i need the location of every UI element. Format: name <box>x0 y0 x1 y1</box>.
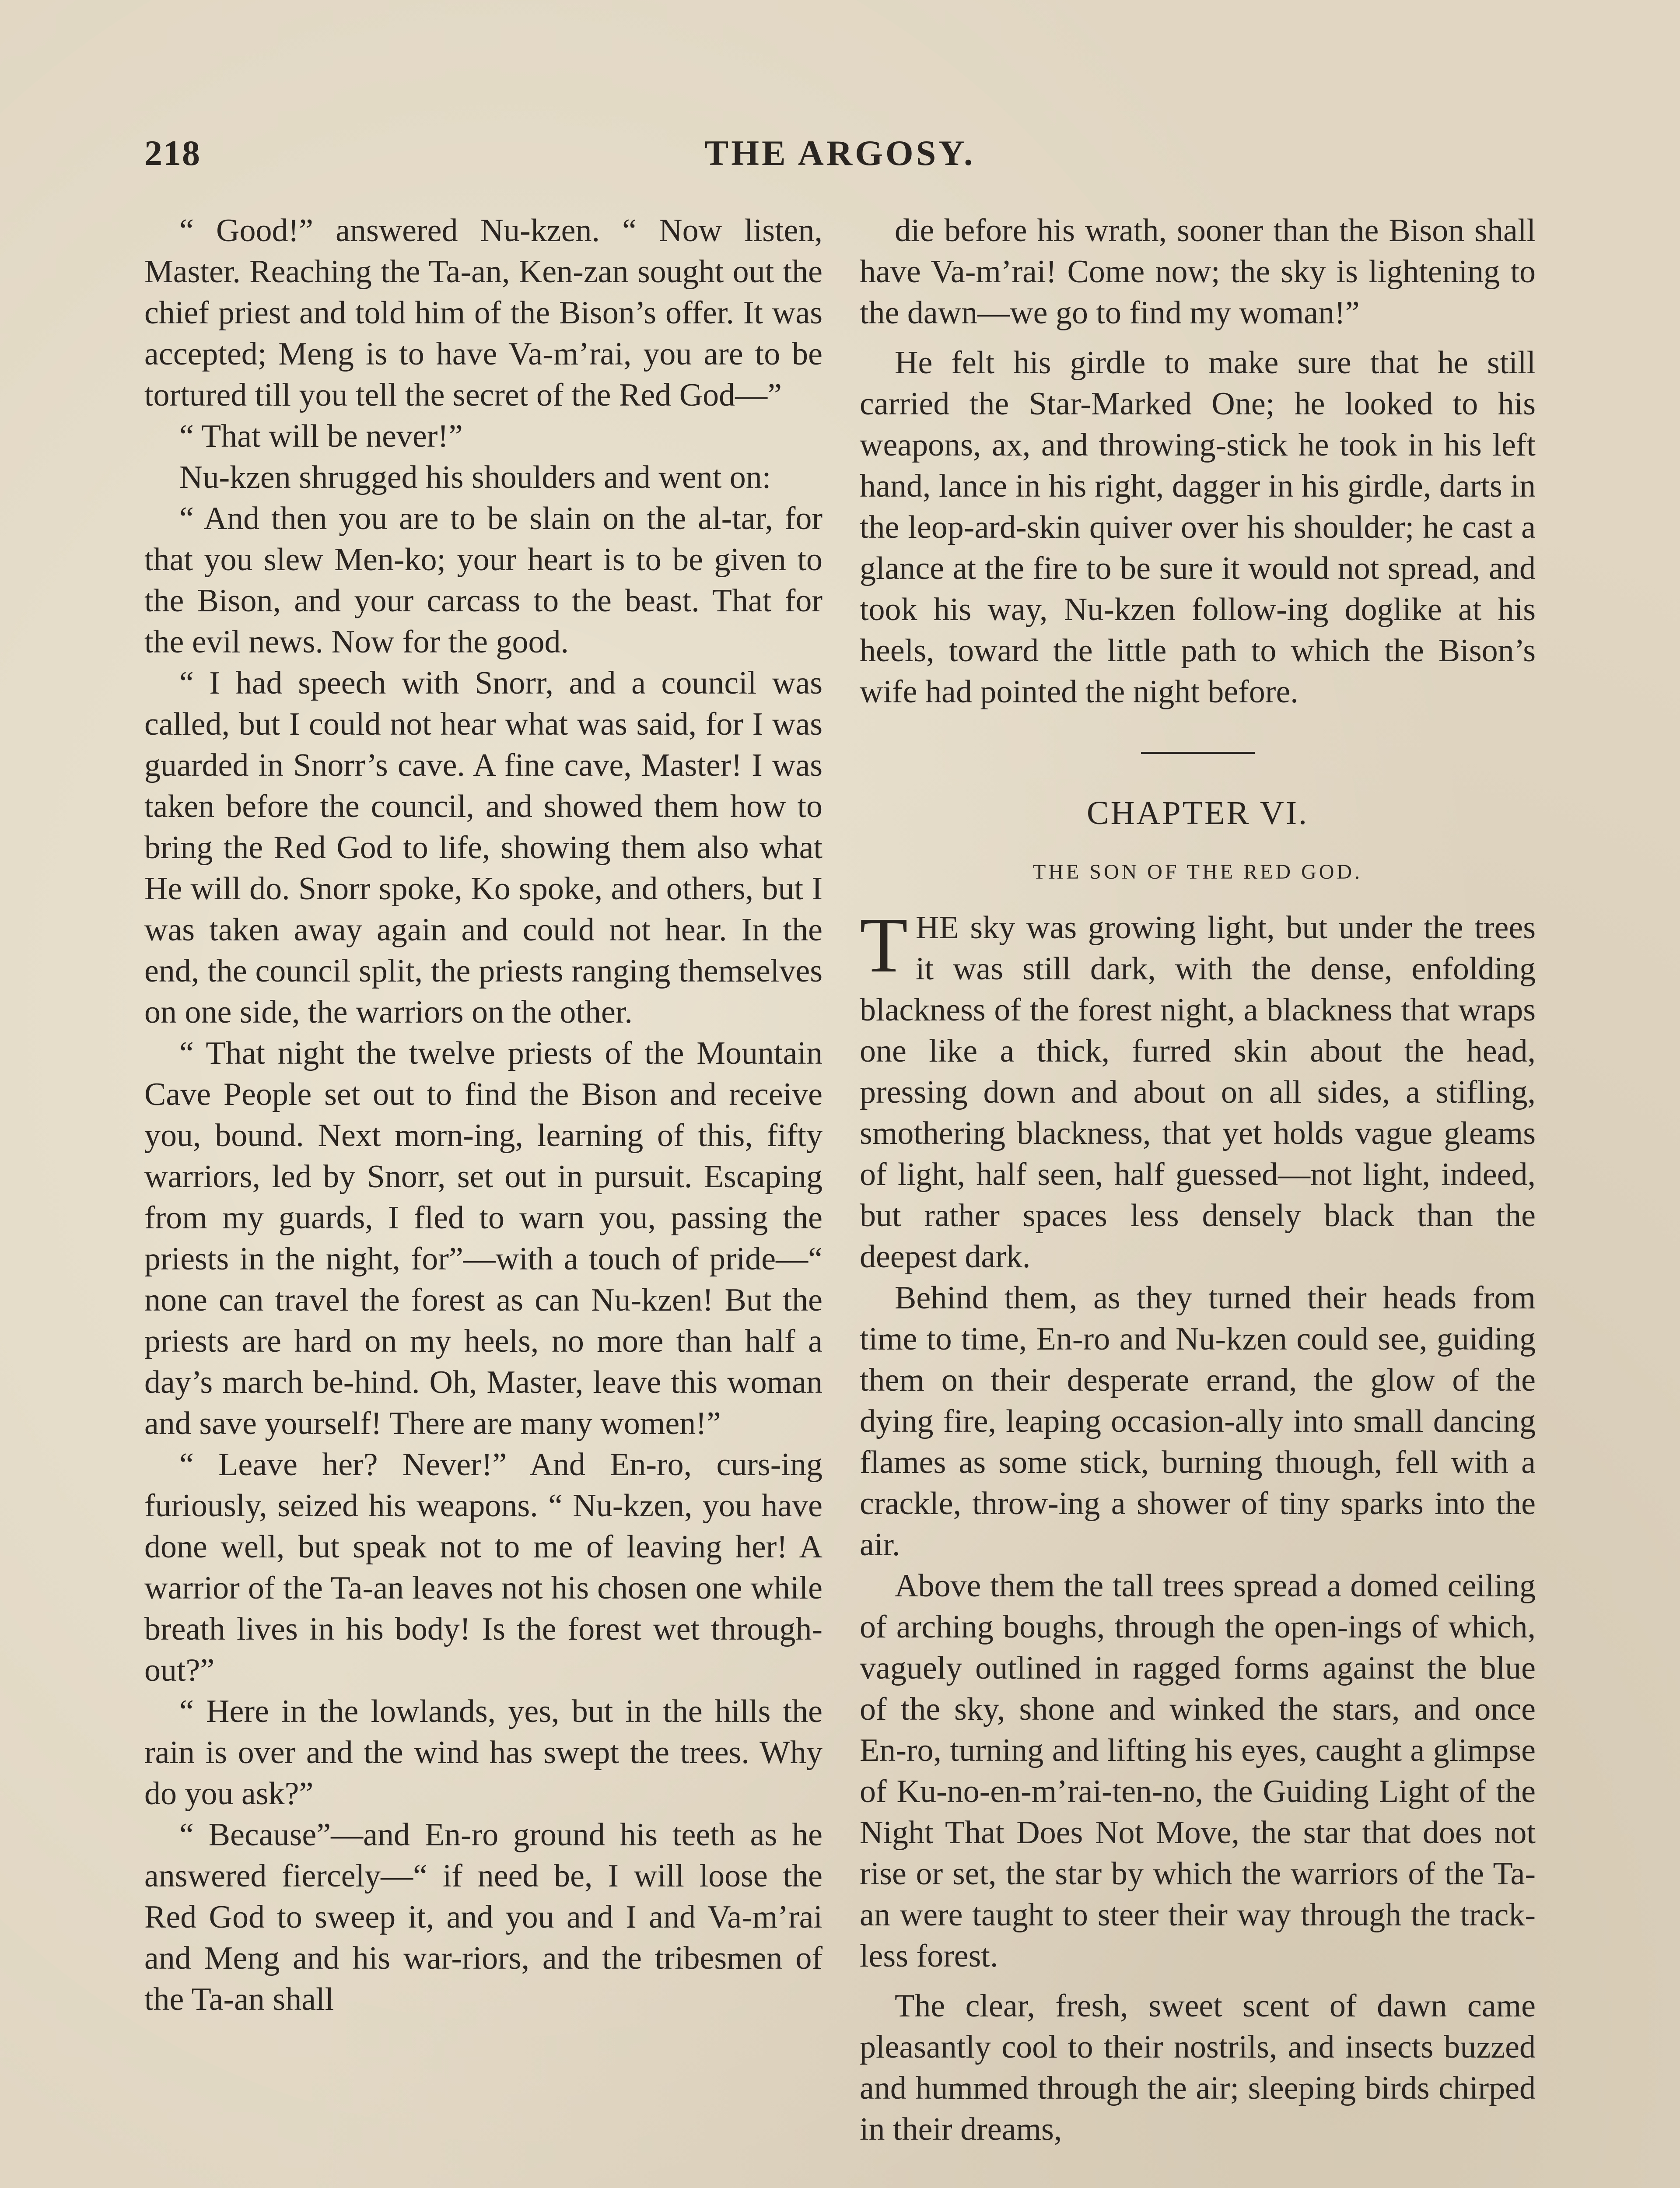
paragraph: He felt his girdle to make sure that he still carried the Star-Marked One; he looked to his weapons, ax, and throwing-stick he took in his left hand, lance in his right, dagger in his girdle, darts in the leop-ard-skin quiver over his shoulder; he cast a glance at the fire to be sure it would not spread, and took his way, Nu-kzen follow-ing doglike at his heels, toward the little path to which the Bison’s wife had pointed the night before. <box>860 345 1536 710</box>
paragraph: Nu-kzen shrugged his shoulders and went on: <box>179 459 771 495</box>
paragraph: The clear, fresh, sweet scent of dawn came pleasantly cool to their nostrils, and insects buzzed and hummed through the air; sleeping birds chirped in their dreams, <box>860 1988 1536 2147</box>
paragraph: “ Because”—and En-ro ground his teeth as he answered fiercely—“ if need be, I will loose the Red God to sweep it, and you and I and Va-m’rai and Meng and his war-riors, and the tribesmen of the Ta-an shall <box>144 1817 822 2017</box>
paragraph: “ That will be never!” <box>179 418 463 454</box>
chapter-subtitle: THE SON OF THE RED GOD. <box>1032 860 1363 884</box>
paragraph: “ That night the twelve priests of the Mountain Cave People set out to find the Bison and receive you, bound. Next morn-ing, learning of this, fifty warriors, led by Snorr, set out in pursuit. Escaping from my guards, I fled to warn you, passing the priests in the night, for”—with a touch of pride—“ none can travel the forest as can Nu-kzen! But the priests are hard on my heels, no more than half a day’s march be-hind. Oh, Master, leave this woman and save yourself! There are many women!” <box>144 1035 822 1441</box>
paragraph: die before his wrath, sooner than the Bison shall have Va-m’rai! Come now; the sky is lightening to the dawn—we go to find my woman!” <box>860 213 1536 331</box>
paragraph: Above them the tall trees spread a domed ceiling of arching boughs, through the open-ings of which, vaguely outlined in ragged forms against the blue of the sky, shone and winked the stars, and once En-ro, turning and lifting his eyes, caught a glimpse of Ku-no-en-m’rai-ten-no, the Guiding Light of the Night That Does Not Move, the star that does not rise or set, the star by which the warriors of the Ta-an were taught to steer their way through the track-less forest. <box>860 1568 1536 1974</box>
left-column <box>144 210 822 2020</box>
opening-text: HE sky was growing light, but under the trees it was still dark, with the dense, enfolding blackness of the forest night, a blackness that wraps one like a thick, furred skin about the head, pressing down and about on all sides, a stifling, smothering blackness, that yet holds vague gleams of light, half seen, half guessed—not light, indeed, but rather spaces less densely black than the deepest dark. <box>860 910 1536 1275</box>
paragraph: “ Leave her? Never!” And En-ro, curs-ing furiously, seized his weapons. “ Nu-kzen, you have done well, but speak not to me of leaving her! A warrior of the Ta-an leaves not his chosen one while breath lives in his body! Is the forest wet through-out?” <box>144 1447 822 1688</box>
paragraph: “ I had speech with Snorr, and a council was called, but I could not hear what was said, for I was guarded in Snorr’s cave. A fine cave, Master! I was taken before the council, and showed them how to bring the Red God to life, showing them also what He will do. Snorr spoke, Ko spoke, and others, but I was taken away again and could not hear. In the end, the council split, the priests ranging themselves on one side, the warriors on the other. <box>144 665 822 1030</box>
section-divider <box>1141 752 1255 754</box>
page-header <box>144 127 1536 179</box>
paragraph: “ And then you are to be slain on the al-tar, for that you slew Men-ko; your heart is to be given to the Bison, and your carcass to the beast. That for the evil news. Now for the good. <box>144 501 822 660</box>
paragraph: Behind them, as they turned their heads from time to time, En-ro and Nu-kzen could see, guiding them on their desperate errand, the glow of the dying fire, leaping occasion-ally into small dancing flames as some stick, burning thıough, fell with a crackle, throw-ing a shower of tiny sparks into the air. <box>860 1280 1536 1563</box>
paragraph: “ Here in the lowlands, yes, but in the hills the rain is over and the wind has swept the trees. Why do you ask?” <box>144 1694 822 1812</box>
chapter-opening-paragraph <box>860 901 1536 1277</box>
chapter-heading: CHAPTER VI. <box>1086 795 1309 831</box>
right-column <box>860 210 1536 2150</box>
drop-cap: T <box>860 901 908 989</box>
page-number: 218 <box>144 133 201 173</box>
running-title: THE ARGOSY. <box>704 133 976 173</box>
paragraph: “ Good!” answered Nu-kzen. “ Now listen, Master. Reaching the Ta-an, Ken-zan sought out the chief priest and told him of the Bison’s offer. It was accepted; Meng is to have Va-m’rai, you are to be tortured till you tell the secret of the Red God—” <box>144 213 822 413</box>
